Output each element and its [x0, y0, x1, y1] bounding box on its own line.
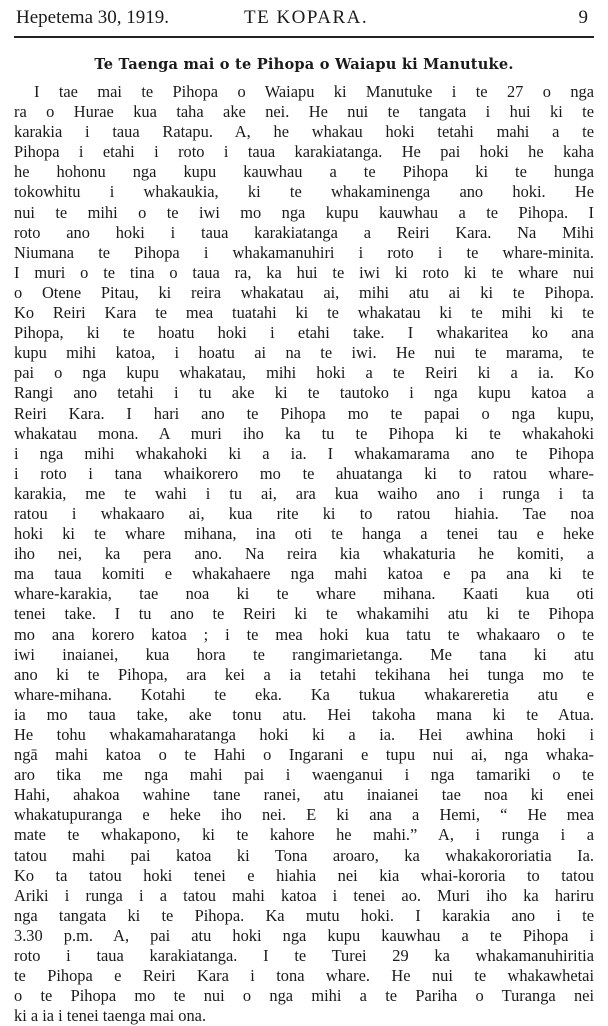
header-rule	[14, 36, 594, 38]
article-line: Ko Reiri Kara te mea tuatahi ki te whakatau ki te mihi ki te	[14, 303, 594, 323]
article-line: Pihopa, ki te hoatu hoki i etahi take. I whakaritea ko ana	[14, 323, 594, 343]
article-line: karakia, me te wahi i tu ai, ara kua waiho ano i runga i ta	[14, 483, 594, 503]
article-line: He tohu whakamaharatanga hoki ki a ia. Hei awhina hoki i	[14, 725, 594, 744]
article-line: mate te whakapono, ki te kahore he mahi.” A, i runga i a	[14, 825, 594, 845]
article-line: 3.30 p.m. A, pai atu hoki nga kupu kauwhau a te Pihopa i	[14, 925, 594, 945]
article-line: kupu mihi katoa, i hoatu ai na te iwi. He nui te marama, te	[14, 343, 594, 363]
article-line: iwi inaianei, kua hora te rangimarietanga. Me tana ki atu	[14, 644, 594, 664]
article-title: Te Taenga mai o te Pihopa o Waiapu ki Manutuke.	[94, 56, 514, 73]
article-line: nui te mihi o te iwi mo nga kupu kauwhau a te Pihopa. I	[14, 202, 594, 222]
article-line: o Otene Pitau, ki reira whakatau ai, mihi atu ai ki te Pihopa.	[14, 282, 594, 302]
article-line: mo ana korero katoa ; i te mea hoki kua tatu te whakaaro o te	[14, 624, 594, 644]
article-line: ma taua komiti e whakahaere nga mahi katoa e pa ana ki te	[14, 564, 594, 584]
article-body	[14, 82, 594, 1026]
article-line: ra o Hurae kua taha ake nei. He nui te tangata i hui ki te	[14, 102, 594, 122]
article-line: i roto i tana whaikorero mo te ahuatanga ki to ratou whare-	[14, 463, 594, 483]
article-line: te Pihopa e Reiri Kara i tona whare. He nui te whakawhetai	[14, 966, 594, 986]
article-line: ngā mahi katoa o te Hahi o Ingarani e tupu nui ai, nga whaka-	[14, 745, 594, 765]
article-line: Ariki i runga i a tatou mahi katoa i tenei ao. Muri iho ka hariru	[14, 885, 594, 905]
article-line: pai o nga kupu whakatau, mihi hoki a te Reiri ki a ia. Ko	[14, 363, 594, 383]
article-line: i nga mihi whakahoki ki a ia. I whakamarama ano te Pihopa	[14, 443, 594, 463]
article-line: Reiri Kara. I hari ano te Pihopa mo te papai o nga kupu,	[14, 403, 594, 423]
article-line: ia mo taua take, ake tonu atu. Hei takoha mana ki te Atua.	[14, 704, 594, 724]
article-line: Ko ta tatou hoki tenei e hiahia nei kia whai-kororia to tatou	[14, 865, 594, 885]
article-line: Niumana te Pihopa i whakamanuhiri i roto i te whare-minita.	[14, 242, 594, 262]
newspaper-title: TE KOPARA.	[244, 7, 369, 28]
article-line: Hahi, ahakoa wahine tane ranei, atu inaianei tae noa ki enei	[14, 785, 594, 805]
article-line: iho nei, ka pera ano. Na reira kia whakaturia he komiti, a	[14, 544, 594, 564]
article-line: tenei take. I tu ano te Reiri ki te whakamihi atu ki te Pihopa	[14, 604, 594, 624]
article-line: whare-mihana. Kotahi te eka. Ka tukua whakareretia atu e	[14, 684, 594, 704]
page-number: 9	[578, 7, 588, 28]
article-line: I tae mai te Pihopa o Waiapu ki Manutuke i te 27 o nga	[34, 82, 594, 101]
article-line: I muri o te tina o taua ra, ka hui te iwi ki roto ki te whare nui	[14, 262, 594, 282]
article-line: aro tika me nga mahi pai i waenganui i nga tamariki o te	[14, 765, 594, 785]
page-header	[14, 6, 594, 32]
article-line: ratou i whakaaro ai, kua rite ki to ratou hiahia. Tae noa	[14, 503, 594, 523]
article-line: whakatupuranga e heke iho nei. E ki ana a Hemi, “ He mea	[14, 805, 594, 825]
article-line: nga tangata ki te Pihopa. Ka mutu hoki. I karakia ano i te	[14, 905, 594, 925]
article-line: Pihopa i etahi i roto i taua karakiatanga. He pai hoki he kaha	[14, 142, 594, 162]
article-line: ano ki te Pihopa, ara kei a ia tetahi tekihana hei tunga mo te	[14, 664, 594, 684]
article-line: roto i taua karakiatanga. I te Turei 29 ka whakamanuhiritia	[14, 946, 594, 966]
issue-date: Hepetema 30, 1919.	[16, 7, 170, 28]
article-line: Rangi ano tetahi i tu ake ki te tautoko i nga kupu katoa a	[14, 383, 594, 403]
article-line: tokowhitu i whakaukia, ki te whakaminenga ano hoki. He	[14, 182, 594, 202]
article-line: ki a ia i tenei taenga mai ona.	[14, 1006, 207, 1026]
article-line: hoki ki te whare mihana, ina oti te hanga a tenei tau e heke	[14, 524, 594, 544]
article-line: o te Pihopa mo te nui o nga mihi a te Pariha o Turanga nei	[14, 986, 594, 1006]
article-line: tatou mahi pai katoa ki Tona aroaro, ka whakakororiatia Ia.	[14, 845, 594, 865]
article-line: whare-karakia, tae noa ki te whare mihana. Kaati kua oti	[14, 584, 594, 604]
article-line: roto ano hoki i taua karakiatanga a Reiri Kara. Na Mihi	[14, 222, 594, 242]
article-line: he hohonu nga kupu kauwhau a te Pihopa ki te hunga	[14, 162, 594, 182]
article-line: whakatau mona. A muri iho ka tu te Pihopa ki te whakahoki	[14, 423, 594, 443]
article-line: karakia i taua Ratapu. A, he whakau hoki tetahi mahi a te	[14, 122, 594, 142]
